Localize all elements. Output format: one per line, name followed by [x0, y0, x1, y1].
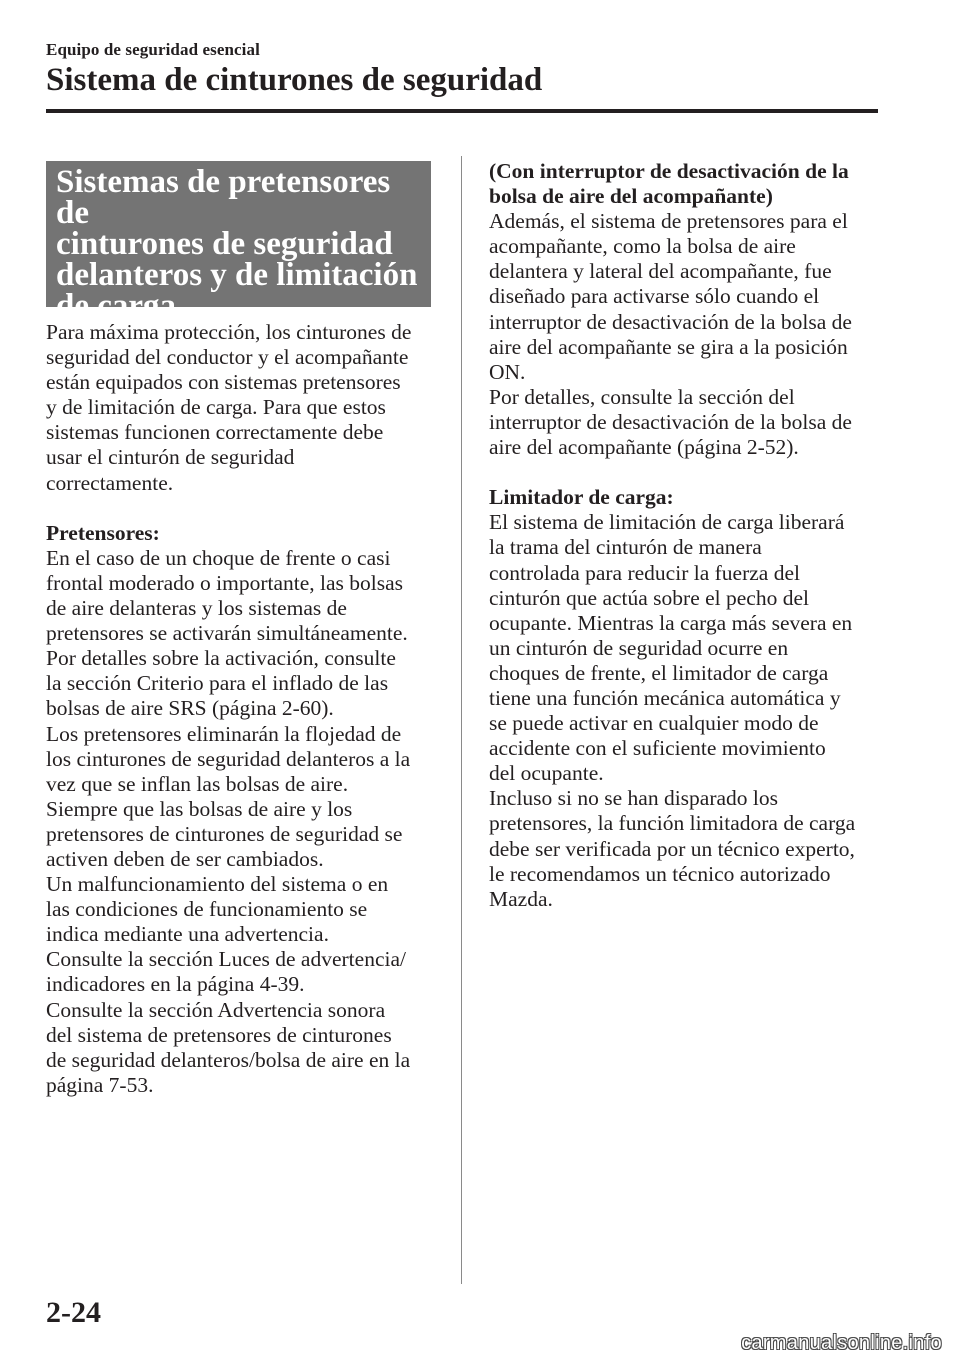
limitador-line: cinturón que actúa sobre el pecho del: [489, 585, 809, 610]
pretensores-line: Los pretensores eliminarán la flojedad de: [46, 721, 402, 746]
switch-line: diseñado para activarse sólo cuando el: [489, 284, 820, 309]
switch-line: interruptor de desactivación de la bolsa de: [489, 309, 852, 334]
limitador-line: un cinturón de seguridad ocurre en: [489, 635, 789, 660]
section-heading-line: Sistemas de pretensores de: [56, 164, 391, 231]
section-heading-line: cinturones de seguridad: [56, 226, 393, 262]
pretensores-line: página 7-53.: [46, 1072, 154, 1097]
switch-line: interruptor de desactivación de la bolsa de: [489, 409, 852, 434]
switch-line: Por detalles, consulte la sección del: [489, 384, 795, 409]
switch-line: acompañante, como la bolsa de aire: [489, 234, 796, 259]
switch-line: ON.: [489, 359, 526, 384]
section-heading-line: delanteros y de limitación: [56, 257, 418, 293]
limitador-line: debe ser verificada por un técnico experto,: [489, 836, 855, 861]
header-divider: [46, 109, 878, 113]
pretensores-line: indicadores en la página 4-39.: [46, 972, 305, 997]
section-heading-box: [46, 161, 431, 324]
switch-line: delantera y lateral del acompañante, fue: [489, 259, 832, 284]
limitador-line: ocupante. Mientras la carga más severa en: [489, 610, 853, 635]
pretensores-line: Consulte la sección Luces de advertencia/: [46, 947, 406, 972]
pretensores-line: la sección Criterio para el inflado de las: [46, 671, 389, 696]
pretensores-line: del sistema de pretensores de cinturones: [46, 1022, 392, 1047]
intro-line: están equipados con sistemas pretensores: [46, 370, 401, 395]
paragraph-gap: [489, 460, 889, 485]
right-column: [489, 159, 889, 912]
pretensores-line: vez que se inflan las bolsas de aire.: [46, 771, 349, 796]
pretensores-line: En el caso de un choque de frente o casi: [46, 545, 391, 570]
pretensores-line: Un malfuncionamiento del sistema o en: [46, 872, 389, 897]
pretensores-line: Consulte la sección Advertencia sonora: [46, 997, 386, 1022]
limitador-line: controlada para reducir la fuerza del: [489, 560, 800, 585]
section-heading-line: de carga: [56, 288, 177, 324]
pretensores-line: frontal moderado o importante, las bolsas: [46, 570, 404, 595]
limitador-line: se puede activar en cualquier modo de: [489, 711, 819, 736]
switch-line: aire del acompañante se gira a la posición: [489, 334, 848, 359]
limitador-line: El sistema de limitación de carga liberará: [489, 510, 845, 535]
switch-heading-line: (Con interruptor de desactivación de la: [489, 159, 849, 183]
switch-heading-line: bolsa de aire del acompañante): [489, 184, 773, 209]
limitador-line: del ocupante.: [489, 761, 604, 786]
limitador-line: tiene una función mecánica automática y: [489, 685, 841, 710]
intro-line: y de limitación de carga. Para que estos: [46, 395, 386, 420]
limitador-line: accidente con el suficiente movimiento: [489, 736, 826, 761]
intro-line: seguridad del conductor y el acompañante: [46, 345, 409, 370]
pretensores-line: pretensores de cinturones de seguridad se: [46, 821, 403, 846]
limitador-heading: Limitador de carga:: [489, 485, 674, 510]
pretensores-line: de seguridad delanteros/bolsa de aire en la: [46, 1047, 411, 1072]
page-number: 2-24: [46, 1296, 101, 1329]
limitador-line: Mazda.: [489, 886, 553, 911]
chapter-label: Equipo de seguridad esencial: [46, 40, 260, 59]
intro-line: usar el cinturón de seguridad: [46, 445, 295, 470]
watermark-link[interactable]: carmanualsonline.info: [741, 1332, 942, 1354]
pretensores-heading: Pretensores:: [46, 520, 160, 545]
page-title: Sistema de cinturones de seguridad: [46, 62, 543, 98]
switch-line: Además, el sistema de pretensores para el: [489, 209, 848, 234]
intro-line: Para máxima protección, los cinturones de: [46, 320, 412, 344]
left-column: [46, 320, 446, 1098]
intro-line: sistemas funcionen correctamente debe: [46, 420, 384, 445]
pretensores-line: los cinturones de seguridad delanteros a la: [46, 746, 411, 771]
pretensores-line: Siempre que las bolsas de aire y los: [46, 796, 353, 821]
limitador-line: la trama del cinturón de manera: [489, 535, 762, 560]
limitador-line: le recomendamos un técnico autorizado: [489, 861, 831, 886]
switch-line: aire del acompañante (página 2-52).: [489, 435, 799, 460]
intro-line: correctamente.: [46, 470, 174, 495]
pretensores-line: bolsas de aire SRS (página 2-60).: [46, 696, 334, 721]
column-divider: [461, 156, 462, 1284]
pretensores-line: las condiciones de funcionamiento se: [46, 897, 368, 922]
pretensores-line: Por detalles sobre la activación, consulte: [46, 646, 396, 671]
limitador-line: pretensores, la función limitadora de carga: [489, 811, 856, 836]
pretensores-line: indica mediante una advertencia.: [46, 922, 329, 947]
limitador-line: Incluso si no se han disparado los: [489, 786, 779, 811]
pretensores-line: de aire delanteras y los sistemas de: [46, 596, 347, 621]
pretensores-line: pretensores se activarán simultáneamente.: [46, 621, 408, 646]
limitador-line: choques de frente, el limitador de carga: [489, 660, 829, 685]
pretensores-line: activen deben de ser cambiados.: [46, 846, 324, 871]
paragraph-gap: [46, 496, 446, 521]
